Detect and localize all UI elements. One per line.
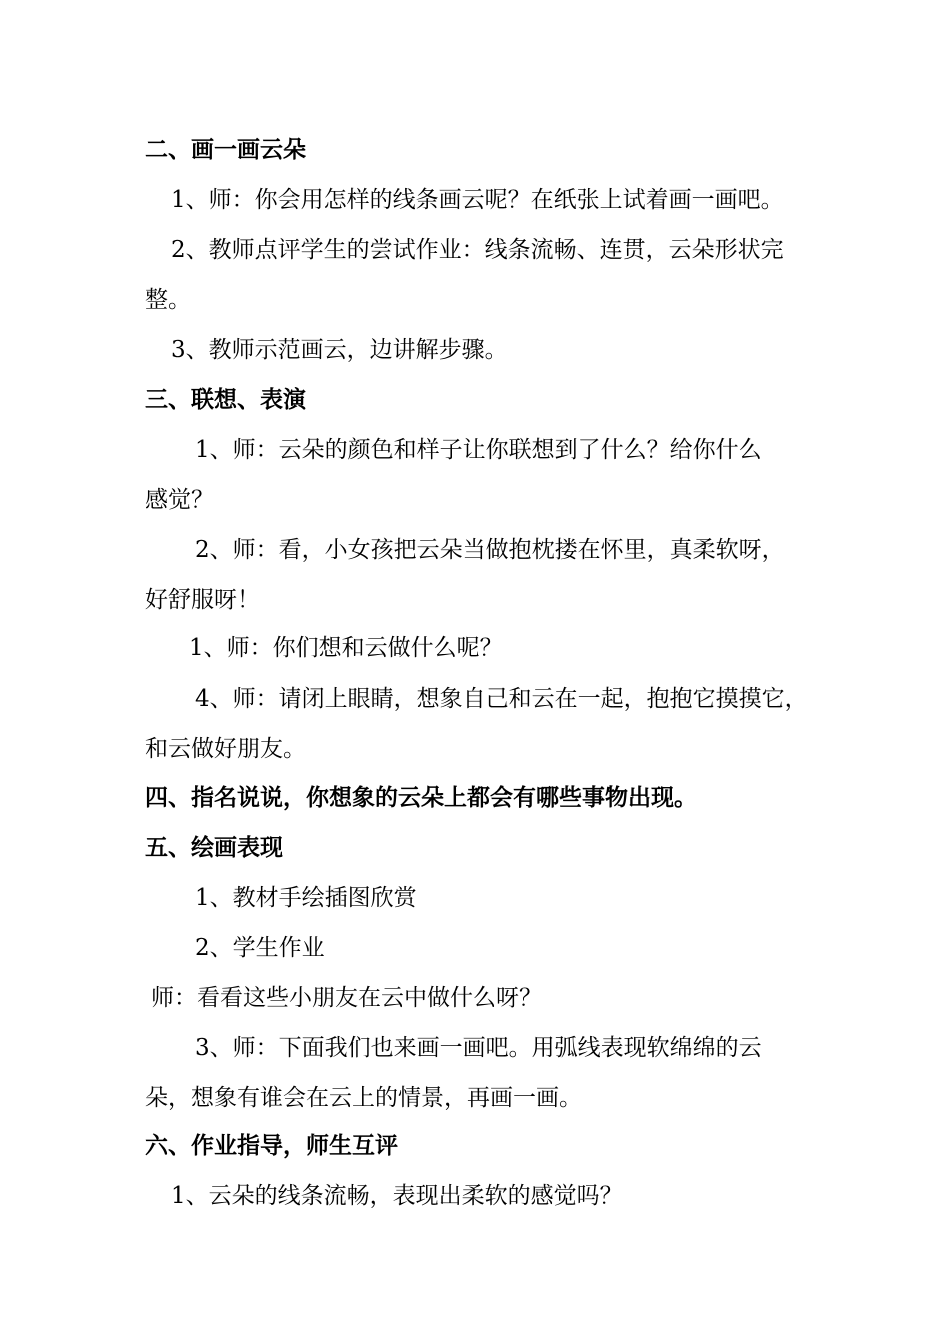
paragraph-line: 好舒服呀！	[145, 587, 260, 613]
paragraph-line: 1、教材手绘插图欣赏	[195, 885, 417, 911]
section-heading-6: 六、作业指导，师生互评	[145, 1132, 398, 1159]
paragraph-line: 整。	[145, 287, 191, 313]
paragraph-line: 2、学生作业	[195, 935, 325, 961]
paragraph-line: 1、云朵的线条流畅，表现出柔软的感觉吗？	[171, 1183, 623, 1209]
paragraph-line: 3、师：下面我们也来画一画吧。用弧线表现软绵绵的云	[195, 1035, 762, 1061]
section-heading-2: 二、画一画云朵	[145, 136, 306, 163]
paragraph-line: 1、师：云朵的颜色和样子让你联想到了什么？给你什么	[195, 437, 762, 463]
paragraph-line: 2、教师点评学生的尝试作业：线条流畅、连贯，云朵形状完	[171, 237, 784, 263]
section-heading-3: 三、联想、表演	[145, 386, 306, 413]
paragraph-line: 4、师：请闭上眼睛，想象自己和云在一起，抱抱它摸摸它，	[195, 686, 808, 712]
paragraph-line: 朵，想象有谁会在云上的情景，再画一画。	[145, 1085, 582, 1111]
section-heading-4: 四、指名说说，你想象的云朵上都会有哪些事物出现。	[145, 784, 697, 811]
paragraph-line: 1、师：你会用怎样的线条画云呢？在纸张上试着画一画吧。	[171, 187, 784, 213]
paragraph-line: 3、教师示范画云，边讲解步骤。	[171, 337, 508, 363]
paragraph-line: 2、师：看，小女孩把云朵当做抱枕搂在怀里，真柔软呀，	[195, 537, 785, 563]
section-heading-5: 五、绘画表现	[145, 834, 283, 861]
paragraph-line: 和云做好朋友。	[145, 736, 306, 762]
paragraph-line: 感觉？	[145, 487, 214, 513]
paragraph-line: 师：看看这些小朋友在云中做什么呀？	[151, 985, 542, 1011]
paragraph-line: 1、师：你们想和云做什么呢？	[189, 635, 503, 661]
